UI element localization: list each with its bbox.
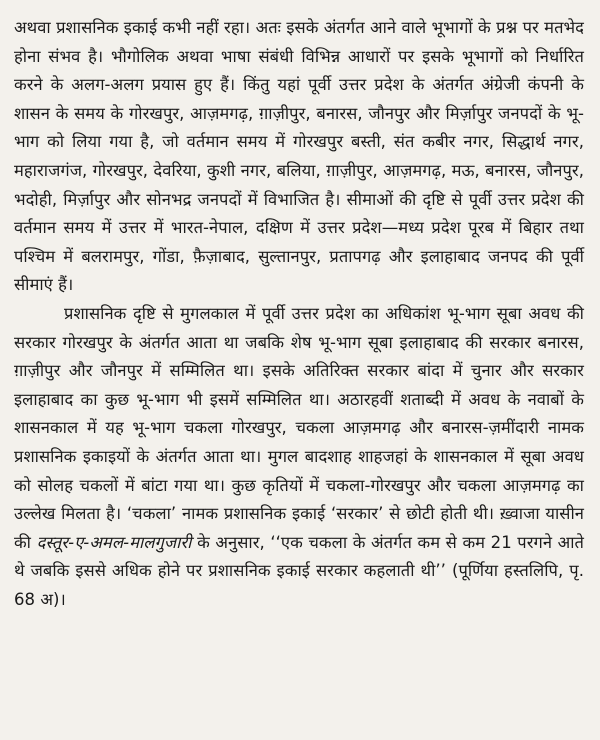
paragraph-1 bbox=[14, 14, 584, 300]
paragraph-2-text-end: के अनुसार, ‘‘एक चकला के अंतर्गत कम से कम 21 परगने आते थे जबकि इससे अधिक होने पर प्रशासनिक इकाई सरकार कहलाती थी’’ (पूर्णिया हस्तलिपि, पृ. 68 अ)। bbox=[14, 532, 584, 609]
paragraph-2 bbox=[14, 300, 584, 615]
paragraph-1-text: अथवा प्रशासनिक इकाई कभी नहीं रहा। अतः इसके अंतर्गत आने वाले भूभागों के प्रश्न पर मतभेद होना संभव है। भौगोलिक अथवा भाषा संबंधी विभिन्न आधारों पर इसके भूभागों को निर्धारित करने के अलग-अलग प्रयास हुए हैं। किंतु यहां पूर्वी उत्तर प्रदेश के अंतर्गत अंग्रेजी कंपनी के शासन के समय के गोरखपुर, आज़मगढ़, ग़ाज़ीपुर, बनारस, जौनपुर और मिर्ज़ापुर जनपदों के भू-भाग को लिया गया है, जो वर्तमान समय में गोरखपुर बस्ती, संत कबीर नगर, सिद्धार्थ नगर, महाराजगंज, गोरखपुर, देवरिया, कुशी नगर, बलिया, ग़ाज़ीपुर, आज़मगढ़, मऊ, बनारस, जौनपुर, भदोही, मिर्ज़ापुर और सोनभद्र जनपदों में विभाजित है। सीमाओं की दृष्टि से पूर्वी उत्तर प्रदेश की वर्तमान समय में उत्तर में भारत-नेपाल, दक्षिण में उत्तर प्रदेश—मध्य प्रदेश पूरब में बिहार तथा पश्चिम में बलरामपुर, गोंडा, फ़ैज़ाबाद, सुल्तानपुर, प्रतापगढ़ और इलाहाबाद जनपद की पूर्वी सीमाएं हैं। bbox=[14, 18, 584, 295]
book-title-italic: दस्तूर-ए-अमल-मालगुजारी bbox=[36, 532, 192, 552]
paragraph-2-text-start: प्रशासनिक दृष्टि से मुगलकाल में पूर्वी उत्तर प्रदेश का अधिकांश भू-भाग सूबा अवध की सरकार गोरखपुर के अंतर्गत आता था जबकि शेष भू-भाग सूबा इलाहाबाद की सरकार बनारस, ग़ाज़ीपुर और जौनपुर में सम्मिलित था। इसके अतिरिक्त सरकार बांदा में चुनार और सरकार इलाहाबाद का कुछ भू-भाग भी इसमें सम्मिलित था। अठारहवीं शताब्दी में अवध के नवाबों के शासनकाल में यह भू-भाग चकला गोरखपुर, चकला आज़मगढ़ और बनारस-ज़मींदारी नामक प्रशासनिक इकाइयों के अंतर्गत आता था। मुगल बादशाह शाहजहां के शासनकाल में सूबा अवध को सोलह चकलों में बांटा गया था। कुछ कृतियों में चकला-गोरखपुर और चकला आज़मगढ़ का उल्लेख मिलता है। ‘चकला’ नामक प्रशासनिक इकाई ‘सरकार’ से छोटी होती थी। ख़्वाजा यासीन की bbox=[14, 303, 584, 552]
